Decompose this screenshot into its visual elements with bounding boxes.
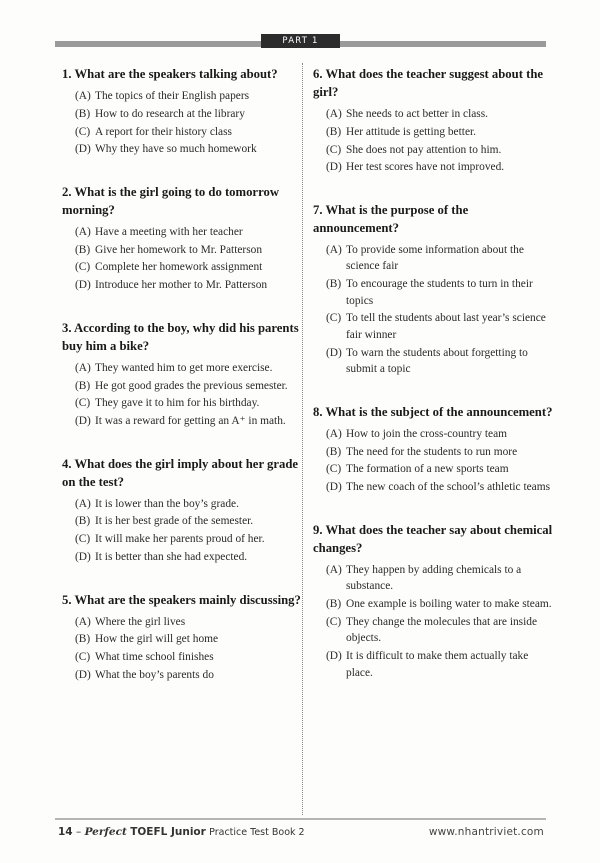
choice-letter: (D) bbox=[75, 143, 91, 156]
choice-letter: (B) bbox=[75, 379, 91, 392]
answer-choice bbox=[75, 549, 304, 566]
answer-choice bbox=[75, 277, 304, 294]
brand-toefl-junior: TOEFL Junior bbox=[130, 826, 206, 838]
answer-choice bbox=[326, 444, 555, 461]
choice-letter: (C) bbox=[75, 261, 91, 274]
right-question-column bbox=[313, 65, 555, 706]
choice-text: It is lower than the boy’s grade. bbox=[95, 497, 239, 510]
answer-choices bbox=[62, 496, 304, 566]
answer-choices bbox=[62, 88, 304, 158]
choice-letter: (B) bbox=[75, 633, 91, 646]
choice-letter: (A) bbox=[75, 90, 91, 102]
answer-choice bbox=[326, 479, 555, 496]
answer-choice bbox=[75, 631, 304, 648]
answer-choice bbox=[326, 124, 555, 141]
answer-choice bbox=[75, 224, 304, 241]
choice-letter: (D) bbox=[75, 279, 91, 292]
choice-text: What time school finishes bbox=[95, 651, 214, 664]
choice-text: They change the molecules that are inside objects. bbox=[346, 615, 538, 645]
choice-text: The formation of a new sports team bbox=[346, 463, 509, 476]
question-block bbox=[62, 319, 304, 430]
choice-text: It is difficult to make them actually take place. bbox=[346, 650, 529, 679]
choice-text: They wanted him to get more exercise. bbox=[95, 361, 273, 374]
answer-choice bbox=[75, 395, 304, 412]
choice-letter: (A) bbox=[326, 243, 342, 256]
choice-text: To provide some information about the science fair bbox=[346, 243, 524, 273]
answer-choices bbox=[313, 242, 555, 378]
question-text: 3. According to the boy, why did his parents buy him a bike? bbox=[62, 320, 299, 353]
choice-letter: (B) bbox=[326, 597, 342, 610]
answer-choice bbox=[326, 142, 555, 159]
choice-text: How to do research at the library bbox=[95, 107, 245, 120]
answer-choice bbox=[75, 360, 304, 377]
answer-choice bbox=[326, 648, 555, 681]
choice-letter: (C) bbox=[326, 143, 342, 156]
brand-perfect: Perfect bbox=[84, 826, 127, 838]
answer-choice bbox=[326, 461, 555, 478]
answer-choice bbox=[75, 667, 304, 684]
choice-text: She needs to act better in class. bbox=[346, 108, 489, 120]
choice-text: Her test scores have not improved. bbox=[346, 161, 505, 174]
choice-letter: (A) bbox=[326, 563, 342, 576]
footer-book-title bbox=[58, 826, 305, 838]
footer-rule bbox=[55, 818, 546, 820]
choice-letter: (B) bbox=[75, 243, 91, 256]
question-block bbox=[313, 403, 555, 496]
choice-text: To tell the students about last year’s science fair winner bbox=[346, 312, 546, 341]
choice-text: A report for their history class bbox=[95, 125, 232, 138]
choice-letter: (D) bbox=[326, 346, 342, 359]
answer-choice bbox=[326, 242, 555, 275]
choice-text: Have a meeting with her teacher bbox=[95, 225, 243, 238]
answer-choices bbox=[313, 562, 555, 681]
answer-choice bbox=[75, 242, 304, 259]
answer-choices bbox=[62, 360, 304, 430]
choice-letter: (A) bbox=[75, 225, 91, 238]
question-block bbox=[62, 591, 304, 684]
answer-choice bbox=[75, 378, 304, 395]
answer-choices bbox=[62, 614, 304, 684]
publisher-website: www.nhantriviet.com bbox=[428, 826, 544, 838]
choice-text: Give her homework to Mr. Patterson bbox=[95, 243, 263, 256]
choice-letter: (C) bbox=[75, 651, 91, 664]
question-text: 7. What is the purpose of the announcement? bbox=[313, 202, 469, 235]
choice-letter: (A) bbox=[326, 108, 342, 120]
choice-text: How to join the cross-country team bbox=[346, 427, 508, 440]
choice-letter: (A) bbox=[75, 615, 91, 628]
choice-letter: (D) bbox=[75, 668, 91, 681]
answer-choices bbox=[62, 224, 304, 294]
question-text: 8. What is the subject of the announcement? bbox=[313, 404, 553, 419]
answer-choice bbox=[75, 141, 304, 158]
answer-choice bbox=[326, 159, 555, 176]
choice-letter: (B) bbox=[75, 515, 91, 528]
question-text: 2. What is the girl going to do tomorrow morning? bbox=[62, 184, 279, 217]
answer-choice bbox=[75, 259, 304, 276]
answer-choice bbox=[75, 649, 304, 666]
choice-letter: (D) bbox=[75, 551, 91, 564]
choice-text: How the girl will get home bbox=[95, 633, 219, 646]
question-text: 6. What does the teacher suggest about the girl? bbox=[313, 67, 544, 99]
choice-letter: (D) bbox=[326, 481, 342, 494]
answer-choice bbox=[75, 496, 304, 513]
choice-letter: (C) bbox=[75, 397, 91, 410]
answer-choices bbox=[313, 106, 555, 176]
choice-text: What the boy’s parents do bbox=[95, 668, 214, 681]
choice-text: The topics of their English papers bbox=[95, 90, 250, 102]
question-text: 1. What are the speakers talking about? bbox=[62, 67, 278, 81]
choice-text: Why they have so much homework bbox=[95, 143, 257, 156]
question-block bbox=[62, 65, 304, 158]
choice-text: The new coach of the school’s athletic teams bbox=[346, 481, 551, 494]
choice-letter: (B) bbox=[75, 107, 91, 120]
choice-letter: (B) bbox=[326, 278, 342, 291]
page-number: 14 bbox=[58, 826, 73, 838]
choice-text: To encourage the students to turn in their topics bbox=[346, 278, 533, 307]
choice-text: It will make her parents proud of her. bbox=[95, 533, 265, 546]
choice-text: Her attitude is getting better. bbox=[346, 125, 477, 138]
choice-letter: (B) bbox=[326, 445, 342, 458]
choice-letter: (D) bbox=[326, 161, 342, 174]
answer-choice bbox=[326, 562, 555, 595]
choice-text: Introduce her mother to Mr. Patterson bbox=[95, 279, 268, 292]
answer-choice bbox=[326, 596, 555, 613]
choice-letter: (C) bbox=[326, 615, 342, 628]
choice-letter: (A) bbox=[75, 497, 91, 510]
part-label: PART 1 bbox=[261, 34, 340, 48]
answer-choices bbox=[313, 426, 555, 496]
choice-text: They gave it to him for his birthday. bbox=[95, 397, 260, 410]
answer-choice bbox=[75, 124, 304, 141]
choice-text: Where the girl lives bbox=[95, 615, 186, 628]
footer-separator: – bbox=[75, 826, 82, 838]
answer-choice bbox=[326, 106, 555, 123]
answer-choice bbox=[326, 614, 555, 647]
question-block bbox=[313, 521, 555, 681]
question-text: 9. What does the teacher say about chemical changes? bbox=[313, 522, 553, 555]
question-block bbox=[313, 65, 555, 176]
answer-choice bbox=[75, 413, 304, 430]
answer-choice bbox=[326, 426, 555, 443]
left-question-column bbox=[62, 65, 304, 708]
answer-choice bbox=[326, 345, 555, 378]
answer-choice bbox=[326, 310, 555, 343]
choice-letter: (C) bbox=[75, 533, 91, 546]
brand-practice-book: Practice Test Book 2 bbox=[209, 827, 305, 838]
question-block bbox=[62, 183, 304, 294]
choice-letter: (B) bbox=[326, 125, 342, 138]
choice-letter: (C) bbox=[75, 125, 91, 138]
choice-text: They happen by adding chemicals to a substance. bbox=[346, 563, 522, 593]
choice-text: It is her best grade of the semester. bbox=[95, 515, 254, 528]
choice-text: The need for the students to run more bbox=[346, 445, 518, 458]
choice-text: It is better than she had expected. bbox=[95, 551, 248, 564]
choice-text: Complete her homework assignment bbox=[95, 261, 263, 274]
choice-text: It was a reward for getting an A⁺ in math. bbox=[95, 415, 286, 428]
choice-letter: (C) bbox=[326, 463, 342, 476]
choice-letter: (A) bbox=[326, 427, 342, 440]
question-block bbox=[62, 455, 304, 566]
choice-text: One example is boiling water to make steam. bbox=[346, 597, 552, 610]
choice-text: She does not pay attention to him. bbox=[346, 143, 502, 156]
question-text: 5. What are the speakers mainly discussing? bbox=[62, 592, 301, 607]
answer-choice bbox=[326, 276, 555, 309]
choice-text: To warn the students about forgetting to submit a topic bbox=[346, 346, 528, 376]
choice-letter: (D) bbox=[326, 650, 342, 663]
choice-letter: (D) bbox=[75, 415, 91, 428]
answer-choice bbox=[75, 106, 304, 123]
choice-text: He got good grades the previous semester. bbox=[95, 379, 288, 392]
answer-choice bbox=[75, 531, 304, 548]
choice-letter: (C) bbox=[326, 312, 342, 325]
question-text: 4. What does the girl imply about her grade on the test? bbox=[62, 456, 299, 489]
question-block bbox=[313, 201, 555, 378]
answer-choice bbox=[75, 614, 304, 631]
choice-letter: (A) bbox=[75, 361, 91, 374]
answer-choice bbox=[75, 513, 304, 530]
answer-choice bbox=[75, 88, 304, 105]
